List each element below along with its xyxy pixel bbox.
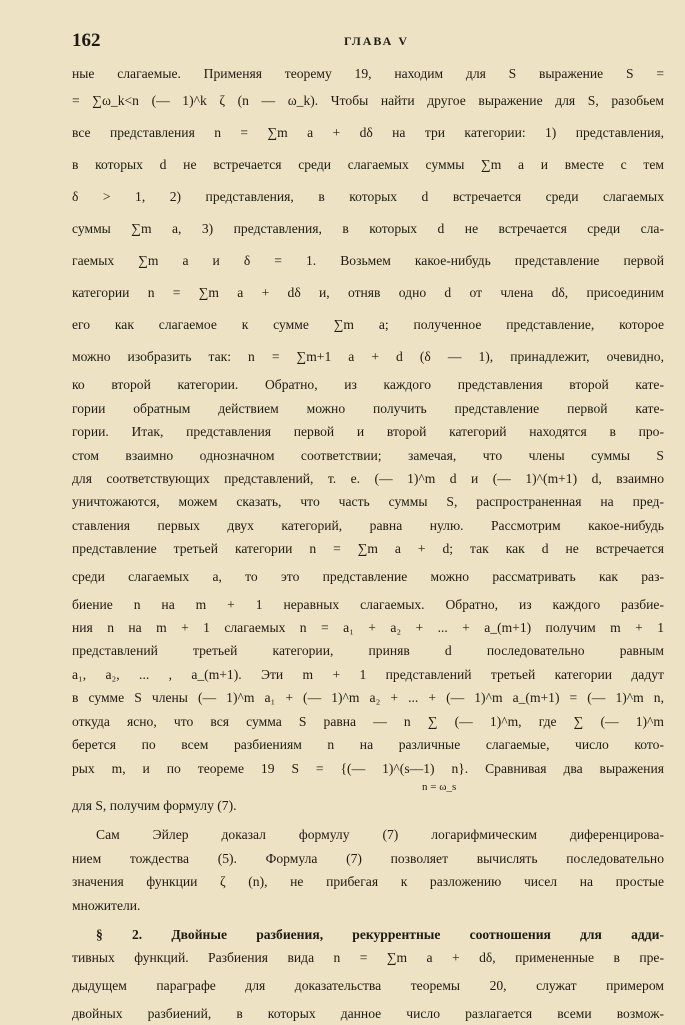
text-line: Сам Эйлер доказал формулу (7) логарифмическим диференцирова- [96,827,664,843]
text-line: гаемых ∑m a и δ = 1. Возьмем какое-нибудь представление первой [72,253,664,269]
text-line: категории n = ∑m a + dδ и, отняв одно d от члена dδ, присоединим [72,285,664,301]
text-line: для S, получим формулу (7). [72,797,237,813]
text-line: уничтожаются, можем сказать, что часть суммы S, распространенная на пред- [72,494,664,510]
text-line: тивных функций. Разбиения вида n = ∑m a + dδ, примененные в пре- [72,950,664,966]
text-line: двойных разбиений, в которых данное число разлагается всеми возмож- [72,1005,664,1021]
text-line: рых m, и по теореме 19 S = {(— 1)^(s—1) n}. Сравнивая два выражения [72,760,664,776]
text-line: множители. [72,897,141,913]
text-line: откуда ясно, что вся сумма S равна — n ∑ (— 1)^m, где ∑ (— 1)^m [72,713,664,729]
text-line: стом взаимно однозначном соответствии; замечая, что члены суммы S [72,447,664,463]
text-line: ко второй категории. Обратно, из каждого представления второй кате- [72,377,664,393]
text-line: ные слагаемые. Применяя теорему 19, находим для S выражение S = [72,66,664,81]
text-line: берется по всем разбиениям n на различные слагаемые, число кото- [72,737,664,753]
text-line: его как слагаемое к сумме ∑m a; полученное представление, которое [72,317,664,333]
text-line: a₁, a₂, ... , a_(m+1). Эти m + 1 представлений третьей категории дадут [72,666,664,682]
text-line: представление третьей категории n = ∑m a + d; так как d не встречается [72,541,664,557]
page-header [72,30,645,54]
page-number: 162 [72,30,101,51]
running-title: ГЛАВА V [344,34,410,48]
text-line: δ > 1, 2) представления, в которых d встречается среди слагаемых [72,189,664,205]
text-line: значения функции ζ (n), не прибегая к разложению чисел на простые [72,874,664,890]
text-line: гории обратным действием можно получить представление первой кате- [72,400,664,416]
text-line: дыдущем параграфе для доказательства теоремы 20, служат примером [72,977,664,993]
page-body [72,62,664,1025]
text-line: гории. Итак, представления первой и второй категорий находятся в про- [72,424,664,440]
text-line: среди слагаемых a, то это представление можно рассматривать как раз- [72,568,664,584]
formula-subscript-line: n = ω_s [422,780,457,793]
text-line: в которых d не встречается среди слагаемых суммы ∑m a и вместе с тем [72,157,664,173]
text-line: все представления n = ∑m a + dδ на три категории: 1) представления, [72,125,664,141]
text-line: ния n на m + 1 слагаемых n = a₁ + a₂ + ... + a_(m+1) получим m + 1 [72,620,664,636]
text-line: нием тождества (5). Формула (7) позволяет вычислять последовательно [72,850,664,866]
text-line: = ∑ω_k<n (— 1)^k ζ (n — ω_k). Чтобы найти другое выражение для S, разобьем [72,93,664,109]
text-line: для соответствующих представлений, т. е. (— 1)^m d и (— 1)^(m+1) d, взаимно [72,471,664,487]
text-line: в сумме S члены (— 1)^m a₁ + (— 1)^m a₂ + ... + (— 1)^m a_(m+1) = (— 1)^m n, [72,690,664,706]
text-line: суммы ∑m a, 3) представления, в которых d не встречается среди сла- [72,221,664,237]
text-line: биение n на m + 1 неравных слагаемых. Обратно, из каждого разбие- [72,596,664,612]
text-line: можно изобразить так: n = ∑m+1 a + d (δ — 1), принадлежит, очевидно, [72,349,664,365]
text-line: ставления первых двух категорий, равна нулю. Рассмотрим какое-нибудь [72,517,664,533]
text-line: представлений третьей категории, приняв d последовательно равным [72,643,664,659]
section-heading-line: § 2. Двойные разбиения, рекуррентные соотношения для адди- [96,926,664,942]
